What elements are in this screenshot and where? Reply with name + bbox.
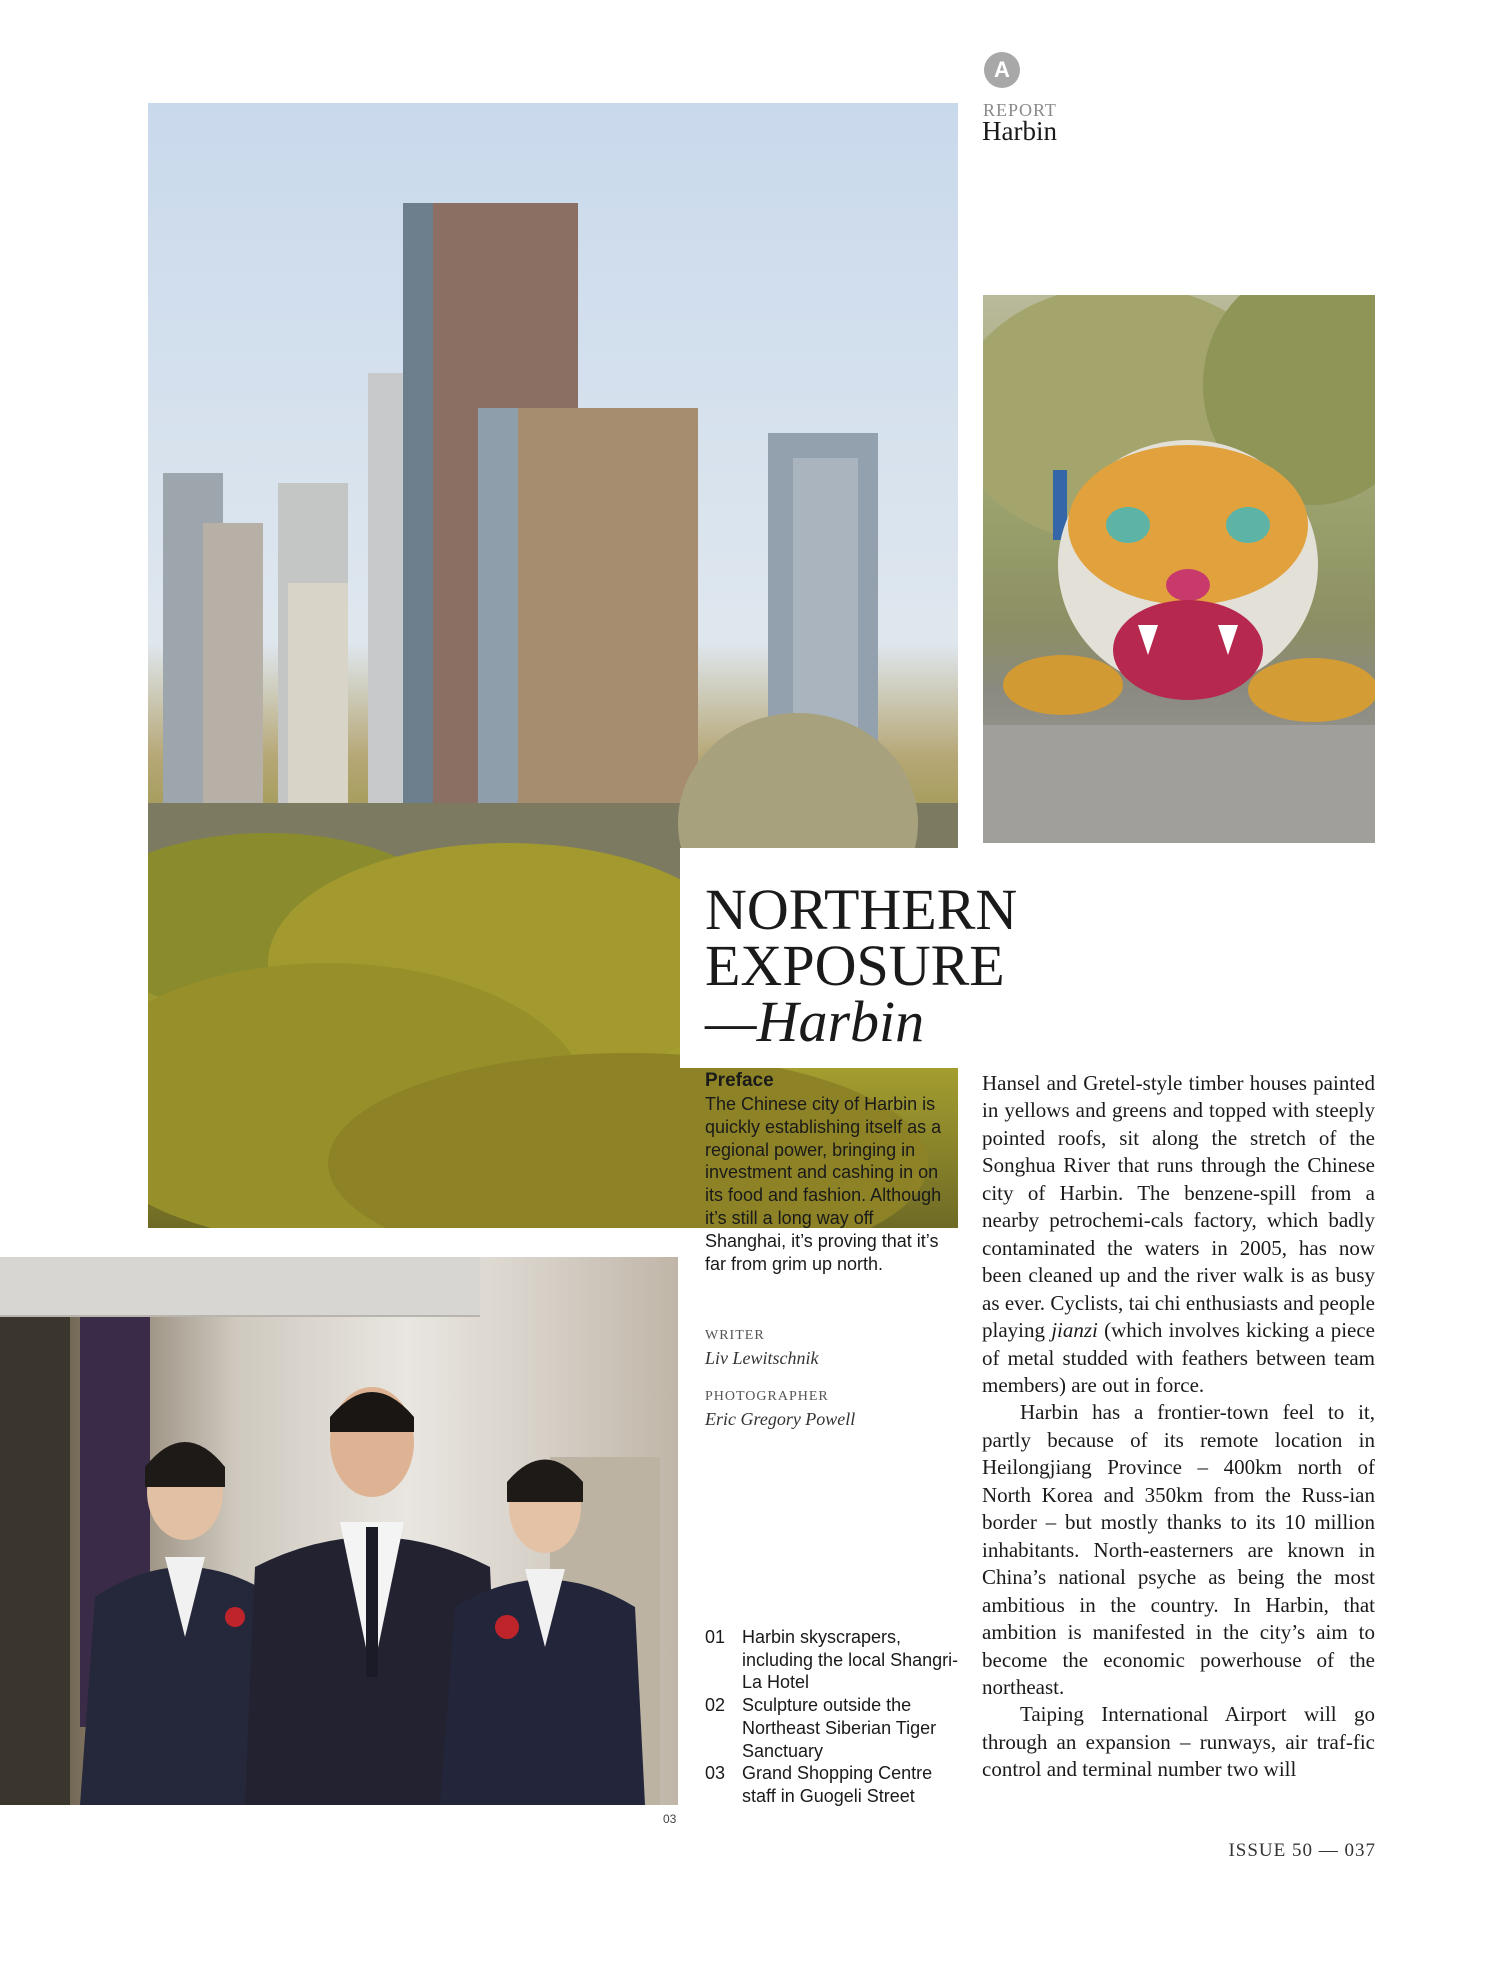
section-badge: A — [984, 52, 1020, 88]
headline-line-1: NORTHERN — [705, 877, 1018, 942]
caption-text: Sculpture outside the Northeast Siberian Tiger Sanctuary — [742, 1695, 937, 1761]
page-folio: ISSUE 50 — 037 — [1228, 1840, 1376, 1861]
photo-shopping-centre-staff — [0, 1257, 678, 1805]
headline-line-2: EXPOSURE — [705, 933, 1005, 998]
headline-line-3: —Harbin — [705, 989, 925, 1054]
article-body — [982, 1070, 1375, 1784]
caption-text: Grand Shopping Centre staff in Guogeli Street — [742, 1763, 933, 1806]
body-paragraph-1-text-b: (which involves kicking a piece of metal studded with feathers between team members) are out in force. — [982, 1318, 1375, 1397]
body-paragraph-2: Harbin has a frontier-town feel to it, partly because of its remote location in Heilongjiang Province – 400km north of North Korea and 350km from the Russ-ian border – but mostly thanks to its 10 million inhabitants. North-easterners are known in China’s national psyche as being the most ambitious in the country. In Harbin, that ambition is manifested in the city’s aim to become the economic powerhouse of the northeast. — [982, 1400, 1375, 1699]
caption-number: 02 — [705, 1695, 726, 1716]
caption-text: Harbin skyscrapers, including the local Shangri-La Hotel — [742, 1627, 959, 1693]
tiger-illustration — [983, 295, 1375, 843]
photo-caption-list — [705, 1626, 965, 1808]
photo-tiger-sculpture — [983, 295, 1375, 843]
caption-item — [705, 1626, 965, 1694]
writer-label: WRITER — [705, 1328, 765, 1343]
caption-item — [705, 1694, 965, 1762]
headline-block — [680, 848, 1160, 1068]
caption-item — [705, 1762, 965, 1807]
photographer-label: PHOTOGRAPHER — [705, 1389, 829, 1404]
body-paragraph-1-text-a: Hansel and Gretel-style timber houses painted in yellows and greens and topped with steeply pointed roofs, sit along the stretch of the Songhua River that runs through the Chinese city of Harbin. The benzene-spill from a nearby petrochemi-cals factory, which badly contaminated the waters in 2005, has now been cleaned up and the river walk is as busy as ever. Cyclists, tai chi enthusiasts and people playing — [982, 1071, 1375, 1343]
section-label: REPORT — [983, 100, 1057, 120]
body-paragraph-1-emphasis: jianzi — [1051, 1318, 1098, 1343]
preface-body: The Chinese city of Harbin is quickly establishing itself as a regional power, bringing in investment and cashing in on its food and fashion. Although it’s still a long way off Shanghai, it’s proving that it’s far from grim up north. — [705, 1094, 942, 1274]
photo-03-number: 03 — [663, 1812, 677, 1826]
photographer-name: Eric Gregory Powell — [705, 1409, 856, 1429]
section-title: Harbin — [982, 116, 1057, 146]
staff-illustration — [0, 1257, 678, 1805]
caption-number: 03 — [705, 1763, 726, 1784]
body-paragraph-3: Taiping International Airport will go through an expansion – runways, air traf-fic control and terminal number two will — [982, 1702, 1375, 1782]
caption-number: 01 — [705, 1627, 726, 1647]
writer-name: Liv Lewitschnik — [705, 1348, 819, 1368]
body-paragraph-1 — [982, 1070, 1375, 1399]
preface-heading: Preface — [705, 1070, 774, 1091]
